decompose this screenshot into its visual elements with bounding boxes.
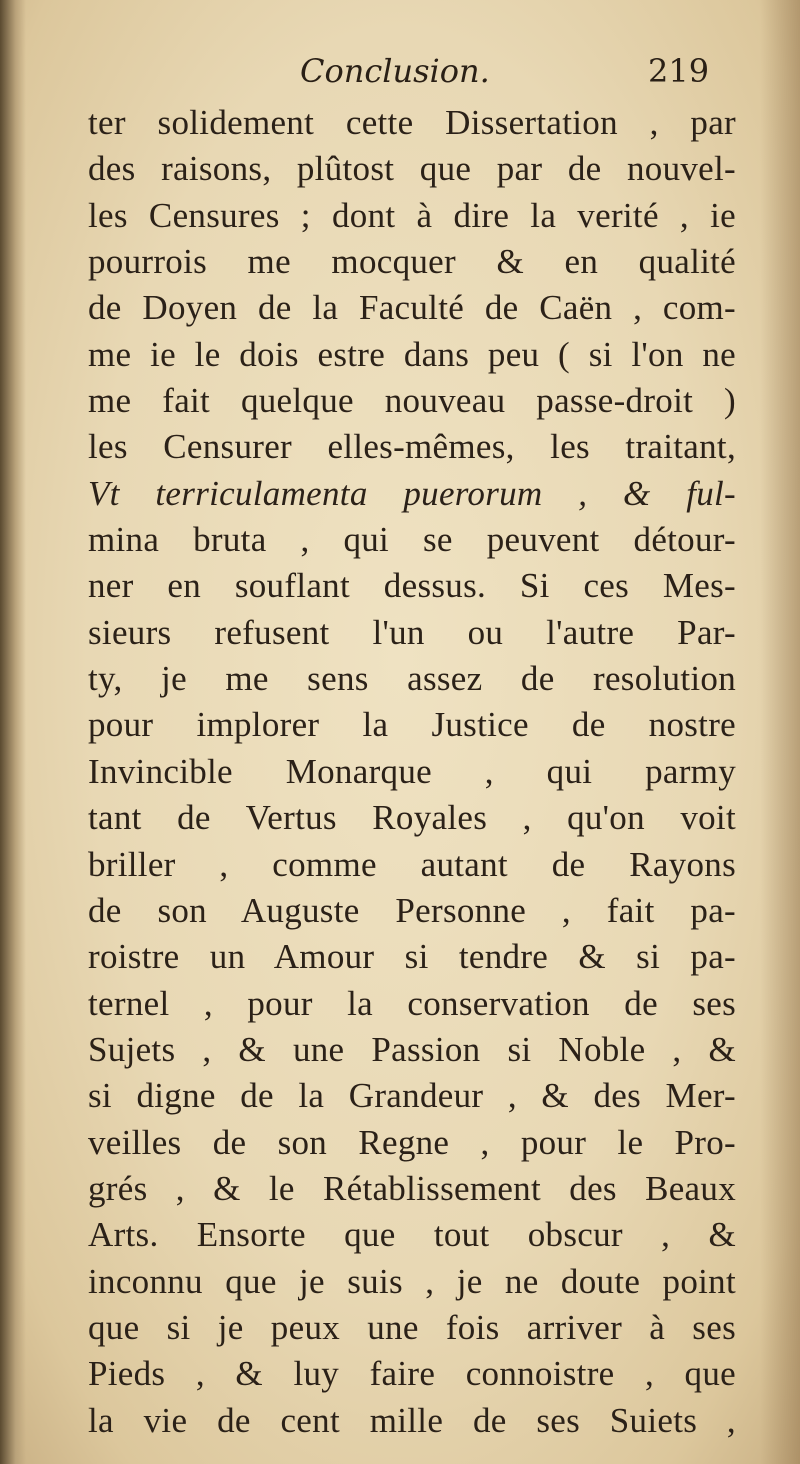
text-line: la vie de cent mille de ses Suiets , — [88, 1400, 736, 1440]
text-line: pour implorer la Justice de nostre — [88, 705, 736, 745]
page-header — [300, 52, 740, 102]
book-spine-shadow — [0, 0, 26, 1464]
text-line: Pieds , & luy faire connoistre , que — [88, 1354, 736, 1394]
text-line: si digne de la Grandeur , & des Mer- — [88, 1076, 736, 1116]
text-line: les Censures ; dont à dire la verité , ie — [88, 195, 736, 235]
text-line: Sujets , & une Passion si Noble , & — [88, 1029, 736, 1069]
text-line: roistre un Amour si tendre & si pa- — [88, 937, 736, 977]
page-edge — [760, 0, 800, 1464]
text-line: les Censurer elles-mêmes, les traitant, — [88, 427, 736, 467]
text-line: que si je peux une fois arriver à ses — [88, 1307, 736, 1347]
page-number: 219 — [648, 52, 710, 90]
text-line: des raisons, plûtost que par de nouvel- — [88, 149, 736, 189]
text-line: ter solidement cette Dissertation , par — [88, 103, 736, 142]
text-line: me ie le dois estre dans peu ( si l'on ne — [88, 334, 736, 374]
text-line: grés , & le Rétablissement des Beaux — [88, 1168, 736, 1208]
text-line: me fait quelque nouveau passe-droit ) — [88, 381, 736, 421]
text-line: veilles de son Regne , pour le Pro- — [88, 1122, 736, 1162]
text-line: sieurs refusent l'un ou l'autre Par- — [88, 612, 736, 652]
latin-quote-line: Vt terriculamenta puerorum , & ful- — [88, 473, 736, 513]
text-line: mina bruta , qui se peuvent détour- — [88, 520, 736, 560]
text-line: ternel , pour la conservation de ses — [88, 983, 736, 1023]
text-line: pourrois me mocquer & en qualité — [88, 242, 736, 282]
text-line: inconnu que je suis , je ne doute point — [88, 1261, 736, 1301]
text-line: briller , comme autant de Rayons — [88, 844, 736, 884]
body-text — [88, 100, 736, 1444]
running-title: Conclusion. — [300, 52, 490, 90]
text-line: ty, je me sens assez de resolution — [88, 659, 736, 699]
text-line: de Doyen de la Faculté de Caën , com- — [88, 288, 736, 328]
text-line: Arts. Ensorte que tout obscur , & — [88, 1215, 736, 1255]
text-line: de son Auguste Personne , fait pa- — [88, 890, 736, 930]
text-line: Invincible Monarque , qui parmy — [88, 751, 736, 791]
text-line: ner en souflant dessus. Si ces Mes- — [88, 566, 736, 606]
text-line: tant de Vertus Royales , qu'on voit — [88, 798, 736, 838]
